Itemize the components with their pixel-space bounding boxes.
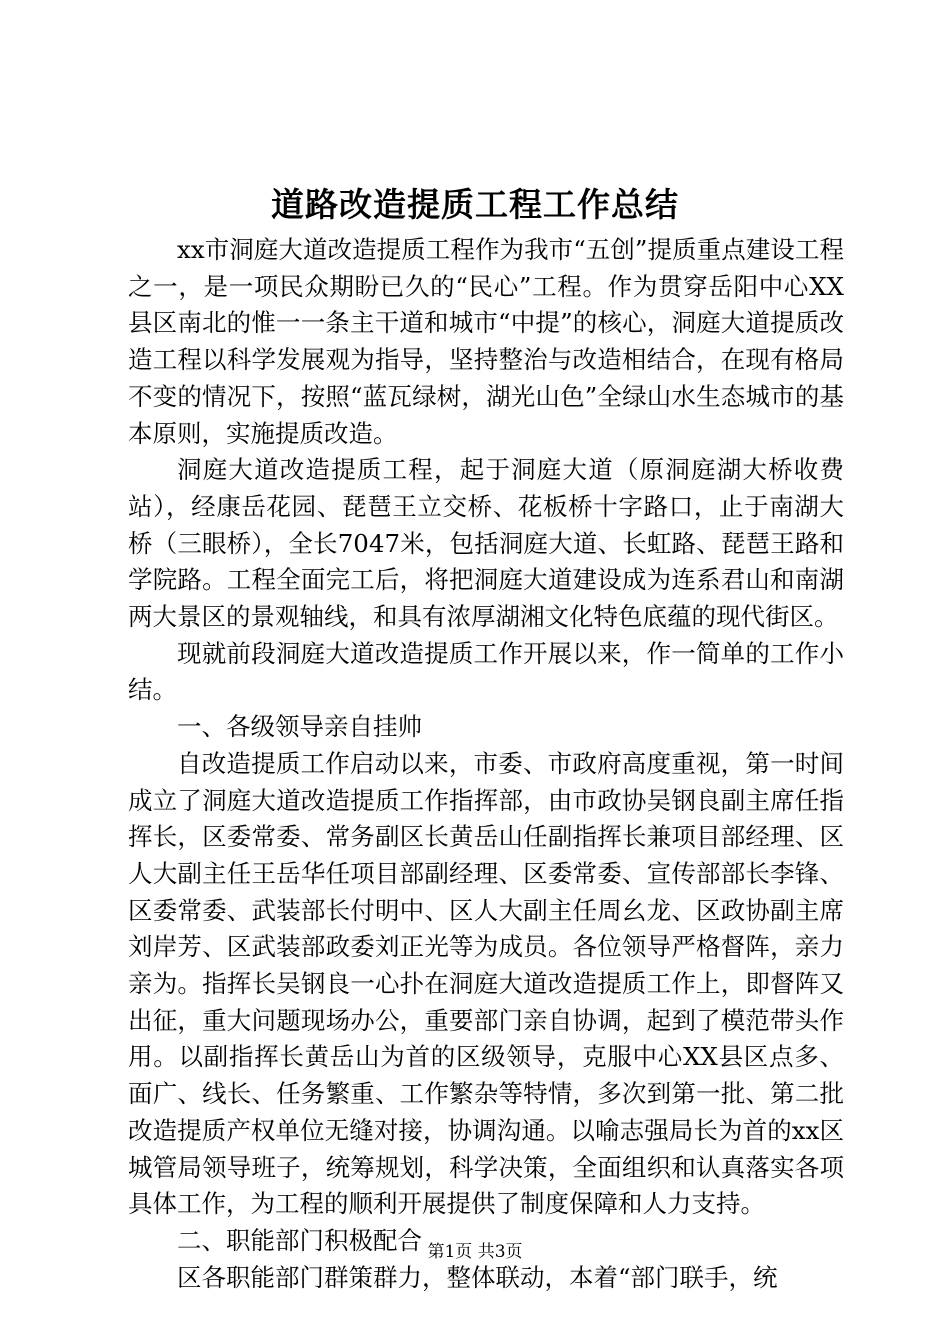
section-heading-1: 一、各级领导亲自挂帅 bbox=[177, 712, 422, 742]
document-title: 道路改造提质工程工作总结 bbox=[271, 185, 679, 224]
document-body bbox=[128, 232, 844, 1296]
paragraph-summary: 现就前段洞庭大道改造提质工作开展以来，作一简单的工作小结。 bbox=[128, 638, 844, 705]
paragraph-scope: 洞庭大道改造提质工程，起于洞庭大道（原洞庭湖大桥收费站），经康岳花园、琵琶王立交桥、花板桥十字路口，止于南湖大桥（三眼桥），全长7047米，包括洞庭大道、长虹路、琵琶王路和学院路。工程全面完工后，将把洞庭大道建设成为连系君山和南湖两大景区的景观轴线，和具有浓厚湖湘文化特色底蕴的现代街区。 bbox=[128, 455, 844, 632]
section-paragraph-2: 区各职能部门群策群力，整体联动，本着“部门联手，统 bbox=[177, 1262, 778, 1292]
section-heading-2: 二、职能部门积极配合 bbox=[177, 1225, 422, 1255]
section-paragraph-1: 自改造提质工作启动以来，市委、市政府高度重视，第一时间成立了洞庭大道改造提质工作指挥部，由市政协吴钢良副主席任指挥长，区委常委、常务副区长黄岳山任副指挥长兼项目部经理、区人大副主任王岳华任项目部副经理、区委常委、宣传部部长李锋、区委常委、武装部长付明中、区人大副主任周幺龙、区政协副主席刘岸芳、区武装部政委刘正光等为成员。各位领导严格督阵，亲力亲为。指挥长吴钢良一心扑在洞庭大道改造提质工作上，即督阵又出征，重大问题现场办公，重要部门亲自协调，起到了模范带头作用。以副指挥长黄岳山为首的区级领导，克服中心XX县区点多、面广、线长、任务繁重、工作繁杂等特情，多次到第一批、第二批改造提质产权单位无缝对接，协调沟通。以喻志强局长为首的xx区城管局领导班子，统筹规划，科学决策，全面组织和认真落实各项具体工作，为工程的顺利开展提供了制度保障和人力支持。 bbox=[128, 748, 844, 1219]
paragraph-intro: xx市洞庭大道改造提质工程作为我市“五创”提质重点建设工程之一，是一项民众期盼已久的“民心”工程。作为贯穿岳阳中心XX县区南北的惟一一条主干道和城市“中提”的核心，洞庭大道提质改造工程以科学发展观为指导，坚持整治与改造相结合，在现有格局不变的情况下，按照“蓝瓦绿树，湖光山色”全绿山水生态城市的基本原则，实施提质改造。 bbox=[128, 235, 844, 448]
page-number: 第1页 共3页 bbox=[427, 1242, 523, 1262]
